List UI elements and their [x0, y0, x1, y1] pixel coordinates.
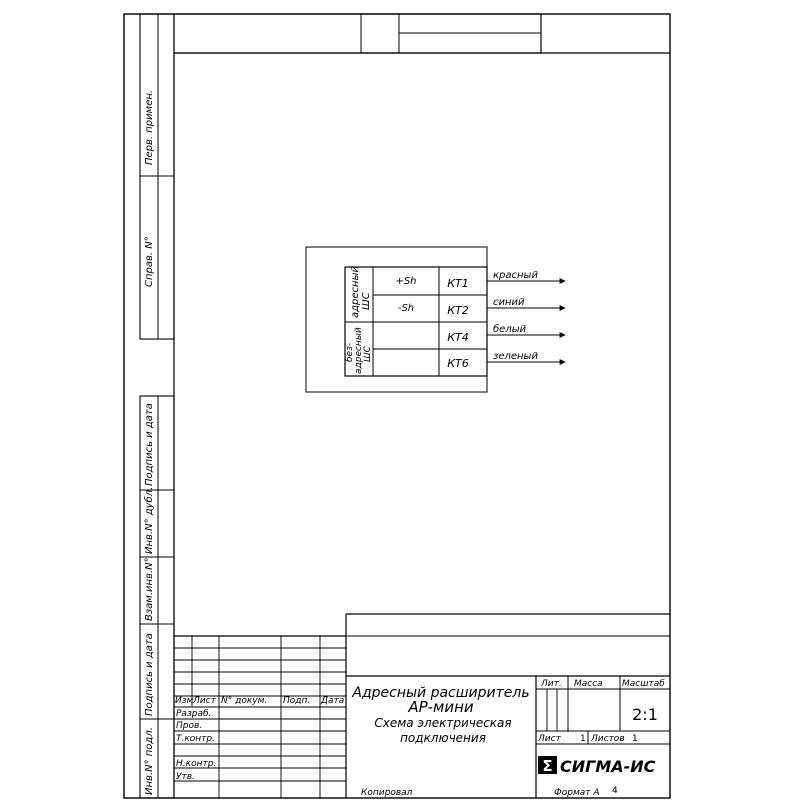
- label-sheet: Лист: [538, 734, 561, 744]
- role-prov: Пров.: [176, 721, 203, 731]
- col-data: Дата: [321, 696, 345, 706]
- stamp-inv-podl: Инв.N° подл.: [144, 727, 155, 795]
- wire-color-label: зеленый: [493, 351, 538, 362]
- copied-by-label: Копировал: [361, 788, 413, 798]
- product-model: АР-мини: [408, 698, 474, 716]
- stamp-podpis-data-2: Подпись и дата: [144, 633, 155, 716]
- company-name: СИГМА-ИС: [560, 757, 656, 776]
- terminal-label: КТ2: [447, 304, 469, 317]
- terminal-label: КТ6: [447, 357, 469, 370]
- format-label: Формат А: [554, 788, 600, 798]
- stamp-vzam-inv: Взам.инв.N°: [144, 557, 155, 621]
- col-doc-no: N° докум.: [221, 696, 268, 706]
- signal-label: -Sh: [397, 303, 415, 314]
- col-podp: Подп.: [283, 696, 311, 706]
- wire-color-label: белый: [493, 324, 527, 335]
- label-lit: Лит.: [541, 679, 562, 689]
- document-title-line1: Схема электрическая: [374, 716, 512, 730]
- role-utv: Утв.: [176, 772, 195, 782]
- format-value: 4: [612, 786, 618, 796]
- company-logo: [538, 756, 656, 776]
- stamp-sprav-no: Справ. N°: [144, 236, 155, 287]
- title-block: [174, 614, 670, 798]
- terminal-label: КТ1: [447, 277, 469, 290]
- role-nkontr: Н.контр.: [176, 759, 217, 769]
- role-tkontr: Т.контр.: [176, 734, 216, 744]
- label-masshtab: Масштаб: [622, 679, 665, 689]
- label-massa: Масса: [574, 679, 603, 689]
- col-izm: Изм: [175, 696, 194, 706]
- wire-color-label: красный: [493, 270, 538, 281]
- sheet-value: 1: [580, 734, 586, 744]
- col-list: Лист: [193, 696, 216, 706]
- stamp-inv-dubl: Инв.N° дубл.: [144, 486, 155, 554]
- document-title-line2: подключения: [400, 731, 486, 745]
- group-nonaddress-loop-label: без-адресныйШС: [345, 327, 373, 374]
- stamp-perv-primen: Перв. примен.: [144, 89, 155, 165]
- top-stamp: [174, 14, 541, 53]
- sheets-value: 1: [632, 734, 638, 744]
- sigma-logo-icon: Σ: [542, 757, 553, 775]
- connection-schematic: [306, 247, 565, 392]
- product-name: Адресный расширитель: [352, 685, 530, 701]
- role-razrab: Разраб.: [176, 709, 212, 719]
- signal-label: +Sh: [395, 276, 417, 287]
- stamp-podpis-data-1: Подпись и дата: [144, 403, 155, 486]
- side-stamp-bottom: [140, 396, 174, 798]
- terminal-label: КТ4: [447, 331, 469, 344]
- side-stamp-top: [140, 14, 174, 339]
- label-sheets: Листов: [591, 734, 625, 744]
- wire-color-label: синий: [493, 297, 525, 308]
- scale-value: 2:1: [632, 705, 658, 724]
- group-address-loop-label: адресныйШС: [350, 266, 372, 318]
